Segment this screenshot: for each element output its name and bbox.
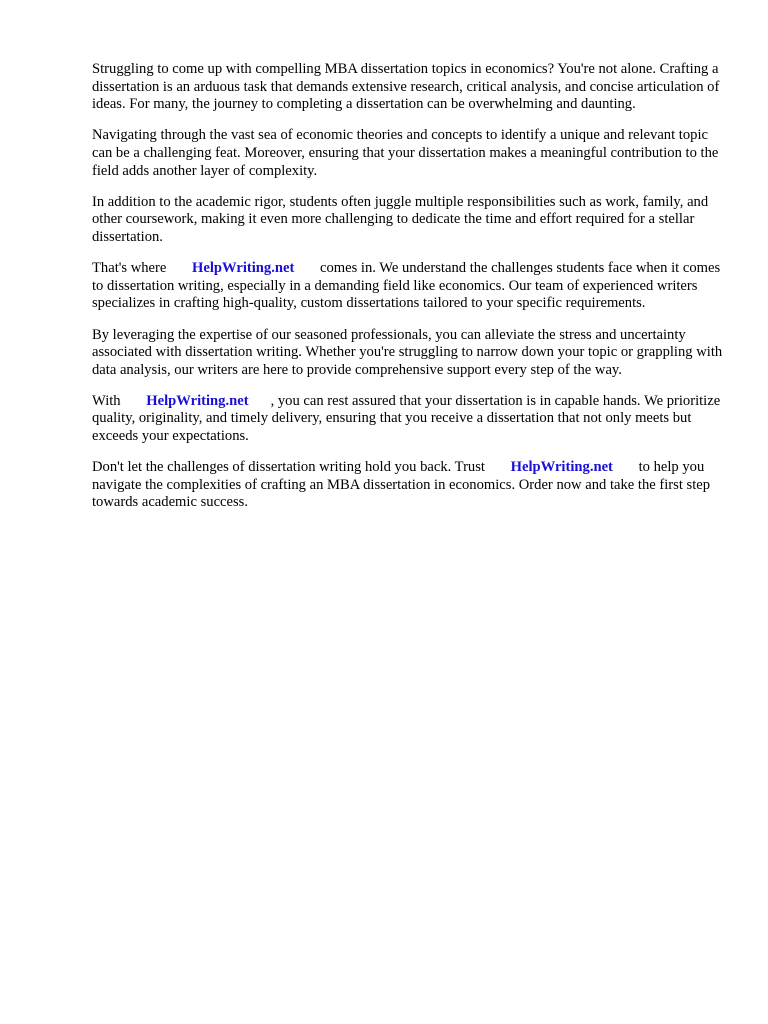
helpwriting-link[interactable]: HelpWriting.net bbox=[146, 392, 249, 409]
paragraph-4 bbox=[92, 260, 728, 313]
paragraph-text: Navigating through the vast sea of economic theories and concepts to identify a unique and relevant topic can be a challenging feat. Moreover, ensuring that your dissertation makes a meaningful contribution to the field adds another layer of complexity. bbox=[92, 127, 719, 179]
document-body bbox=[92, 61, 728, 512]
paragraph-text: By leveraging the expertise of our seasoned professionals, you can alleviate the stress and uncertainty associated with dissertation writing. Whether you're struggling to narrow down your topic or grappling with data analysis, our writers are here to provide comprehensive support every step of the way. bbox=[92, 326, 723, 378]
paragraph-text-after: , you can rest assured that your dissertation is in capable hands. We prioritize quality, originality, and timely delivery, ensuring that you receive a dissertation that not only meets but exceeds your expectations. bbox=[92, 392, 721, 445]
paragraph-1 bbox=[92, 61, 728, 114]
paragraph-text-before: Don't let the challenges of dissertation writing hold you back. Trust bbox=[92, 459, 485, 476]
paragraph-text: Struggling to come up with compelling MBA dissertation topics in economics? You're not alone. Crafting a dissertation is an arduous task that demands extensive research, critical analysis, and concise articulation of ideas. For many, the journey to completing a dissertation can be overwhelming and daunting. bbox=[92, 61, 720, 113]
helpwriting-link[interactable]: HelpWriting.net bbox=[192, 260, 295, 277]
paragraph-2 bbox=[92, 127, 728, 180]
paragraph-3 bbox=[92, 194, 728, 247]
paragraph-text: In addition to the academic rigor, students often juggle multiple responsibilities such as work, family, and other coursework, making it even more challenging to dedicate the time and effort required for a stellar dissertation. bbox=[92, 193, 709, 245]
paragraph-text-after: to help you navigate the complexities of crafting an MBA dissertation in economics. Order now and take the first step towards academic success. bbox=[92, 459, 711, 511]
paragraph-5 bbox=[92, 327, 728, 380]
helpwriting-link[interactable]: HelpWriting.net bbox=[510, 459, 613, 476]
paragraph-6 bbox=[92, 393, 728, 446]
paragraph-7 bbox=[92, 459, 728, 512]
paragraph-text-before: That's where bbox=[92, 260, 167, 277]
paragraph-text-before: With bbox=[92, 392, 121, 409]
paragraph-text-after: comes in. We understand the challenges students face when it comes to dissertation writing, especially in a demanding field like economics. Our team of experienced writers specializes in crafting high-quality, custom dissertations tailored to your specific requirements. bbox=[92, 260, 721, 312]
